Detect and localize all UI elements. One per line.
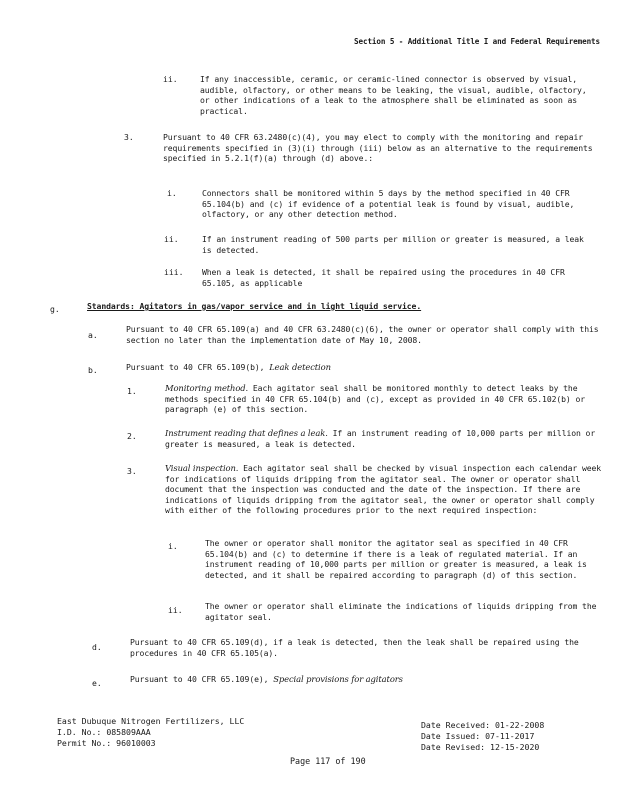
footer-id-label: I.D. No.: (57, 727, 102, 737)
item-number: b. (88, 365, 98, 375)
footer-id-value: 085809AAA (106, 727, 151, 737)
item-number: a. (88, 330, 98, 340)
section-letter: g. (50, 304, 60, 314)
footer-id (57, 727, 151, 738)
item-text: Pursuant to 40 CFR 63.2480(c)(4), you may elect to comply with the monitoring and repair requirements specified in (3)(i) through (iii) below as an alternative to the requirements specified in 5.2.1(f)(a) through (d) above.: (163, 132, 593, 164)
item-text-plain: Pursuant to 40 CFR 65.109(b), (126, 362, 265, 372)
item-text (165, 383, 597, 415)
item-number: 2. (127, 431, 137, 441)
item-text: If any inaccessible, ceramic, or ceramic-lined connector is observed by visual, audible, olfactory, or other means to be leaking, the visual, audible, olfactory, or other indications of a leak to the atmosphere shall be eliminated as soon as practical. (200, 74, 587, 116)
item-number: 3. (127, 466, 137, 476)
item-text-italic: Special provisions for agitators (273, 674, 403, 684)
footer-revised-label: Date Revised: (421, 742, 486, 752)
item-text: The owner or operator shall eliminate the indications of liquids dripping from the agitator seal. (205, 601, 597, 622)
item-number: i. (168, 541, 178, 551)
item-text: Connectors shall be monitored within 5 days by the method specified in 40 CFR 65.104(b) and (c) if evidence of a potential leak is found by visual, audible, olfactory, or any other detection method. (202, 188, 575, 220)
item-text (130, 674, 600, 685)
item-number: ii. (168, 605, 183, 615)
item-text: Pursuant to 40 CFR 65.109(d), if a leak is detected, then the leak shall be repaired using the procedures in 40 CFR 65.105(a). (130, 637, 579, 658)
item-text-italic: Visual inspection. (165, 463, 239, 473)
footer-revised-value: 12-15-2020 (490, 742, 540, 752)
item-number: ii. (163, 74, 178, 84)
item-text: When a leak is detected, it shall be repaired using the procedures in 40 CFR 65.105, as applicable (202, 267, 565, 288)
item-text-plain: Pursuant to 40 CFR 65.109(e), (130, 674, 269, 684)
item-text: Pursuant to 40 CFR 65.109(a) and 40 CFR 63.2480(c)(6), the owner or operator shall comply with this section no later than the implementation date of May 10, 2008. (126, 324, 599, 345)
section-heading: Standards: Agitators in gas/vapor service and in light liquid service. (87, 301, 422, 311)
footer-received-value: 01-22-2008 (494, 720, 545, 730)
footer-date-issued (421, 731, 534, 742)
item-text (165, 463, 605, 516)
footer-issued-value: 07-11-2017 (485, 731, 535, 741)
item-number: 1. (127, 386, 137, 396)
item-text-italic: Leak detection (269, 362, 331, 372)
item-text-plain: Each agitator seal shall be checked by visual inspection each calendar week for indications of liquids dripping from the agitator seal. The owner or operator shall document that the inspection was conducted and the date of the inspection. If there are indications of liquids dripping from the agitator seal, the owner or operator shall comply with either of the following procedures prior to the next required inspection: (165, 463, 602, 516)
item-number: e. (92, 678, 102, 688)
footer-permit-value: 96010003 (116, 738, 156, 748)
item-text: The owner or operator shall monitor the agitator seal as specified in 40 CFR 65.104(b) and (c) to determine if there is a leak of regulated material. If an instrument reading of 10,000 parts per million or greater is measured, a leak is detected, and it shall be repaired according to paragraph (d) of this section. (205, 538, 587, 580)
item-number: iii. (164, 267, 184, 277)
item-number: ii. (164, 234, 179, 244)
footer-date-received (421, 720, 544, 731)
footer-received-label: Date Received: (421, 720, 491, 730)
item-text (126, 362, 586, 373)
page-number: Page 117 of 190 (290, 756, 366, 766)
item-text-italic: Monitoring method. (165, 383, 249, 393)
item-number: i. (167, 188, 177, 198)
footer-permit (57, 738, 156, 749)
item-text (165, 428, 597, 449)
footer-company: East Dubuque Nitrogen Fertilizers, LLC (57, 716, 245, 726)
item-text-italic: Instrument reading that defines a leak. (165, 428, 328, 438)
footer-permit-label: Permit No.: (57, 738, 112, 748)
item-number: d. (92, 642, 102, 652)
footer-date-revised (421, 742, 539, 753)
section-header: Section 5 - Additional Title I and Federal Requirements (354, 37, 600, 46)
item-text-plain: If an instrument reading of 10,000 parts per million or greater is measured, a leak is detected. (165, 428, 596, 449)
footer-issued-label: Date Issued: (421, 731, 481, 741)
item-number: 3. (124, 132, 134, 142)
item-text: If an instrument reading of 500 parts per million or greater is measured, a leak is detected. (202, 234, 584, 255)
item-text-plain: Each agitator seal shall be monitored monthly to detect leaks by the methods specified in 40 CFR 65.104(b) and (c), except as provided in 40 CFR 65.102(b) or paragraph (e) of this section. (165, 383, 586, 415)
